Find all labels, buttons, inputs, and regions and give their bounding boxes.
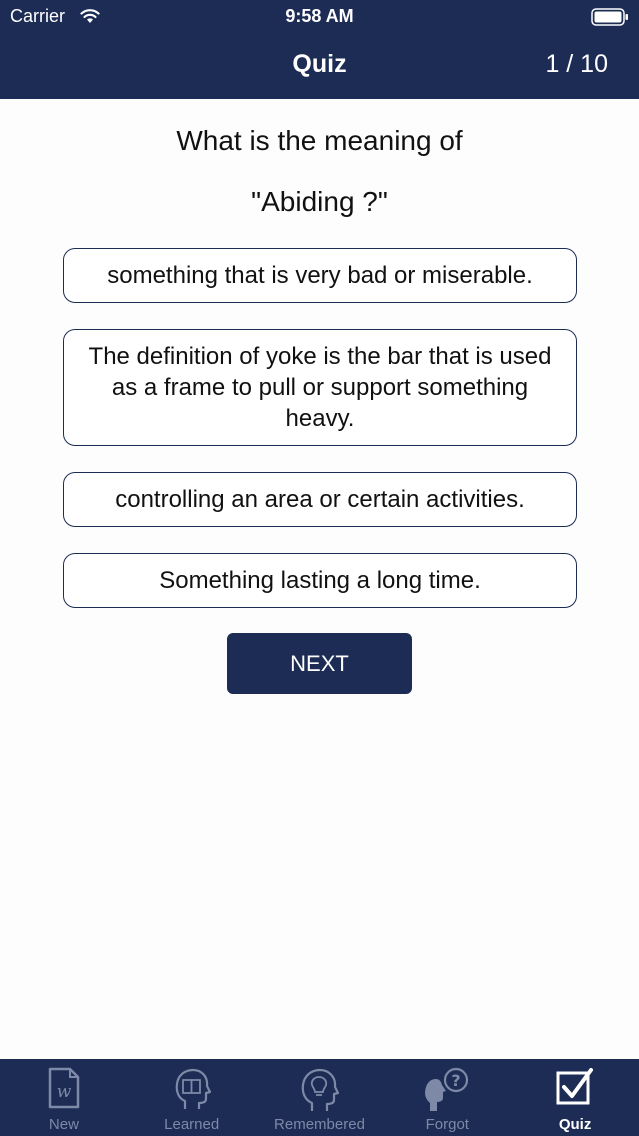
next-button[interactable] [227,633,412,694]
battery-icon [591,8,629,26]
tab-label: Remembered [274,1116,365,1133]
head-book-icon [173,1067,211,1111]
status-bar [0,0,639,34]
answer-option-1[interactable] [63,248,577,303]
tab-forgot[interactable] [383,1059,511,1136]
answer-option-2[interactable] [63,329,577,446]
svg-text:w: w [56,1082,72,1102]
tab-label: Learned [164,1116,220,1133]
tab-label: New [48,1116,79,1133]
tab-label: Quiz [558,1116,592,1133]
carrier-label: Carrier [10,6,66,26]
question-text: What is the meaning of [176,125,463,156]
head-lightbulb-icon [299,1067,339,1113]
answer-option-3[interactable] [63,472,577,527]
answer-option-label: something that is very bad or miserable. [107,262,533,289]
tab-bar [0,1059,639,1136]
page-title: Quiz [292,50,347,78]
tab-remembered[interactable] [256,1059,384,1136]
tab-quiz[interactable] [511,1059,639,1136]
tab-learned[interactable] [128,1059,256,1136]
clock: 9:58 AM [285,6,354,26]
word-document-icon [47,1067,81,1109]
tab-new[interactable] [0,1059,128,1136]
head-question-icon [424,1067,470,1113]
checkbox-icon [555,1067,595,1107]
answer-option-label: controlling an area or certain activities. [115,486,525,513]
question-word: "Abiding ?" [251,186,388,217]
tab-label: Forgot [425,1116,469,1133]
answer-option-label: The definition of yoke is the bar that is used as a frame to pull or support something heavy. [88,343,552,432]
next-button-label: NEXT [290,650,349,676]
answer-option-4[interactable] [63,553,577,608]
svg-text:?: ? [451,1071,461,1090]
question-counter: 1 / 10 [545,50,608,78]
navigation-header [0,0,639,99]
answer-option-label: Something lasting a long time. [159,567,481,594]
